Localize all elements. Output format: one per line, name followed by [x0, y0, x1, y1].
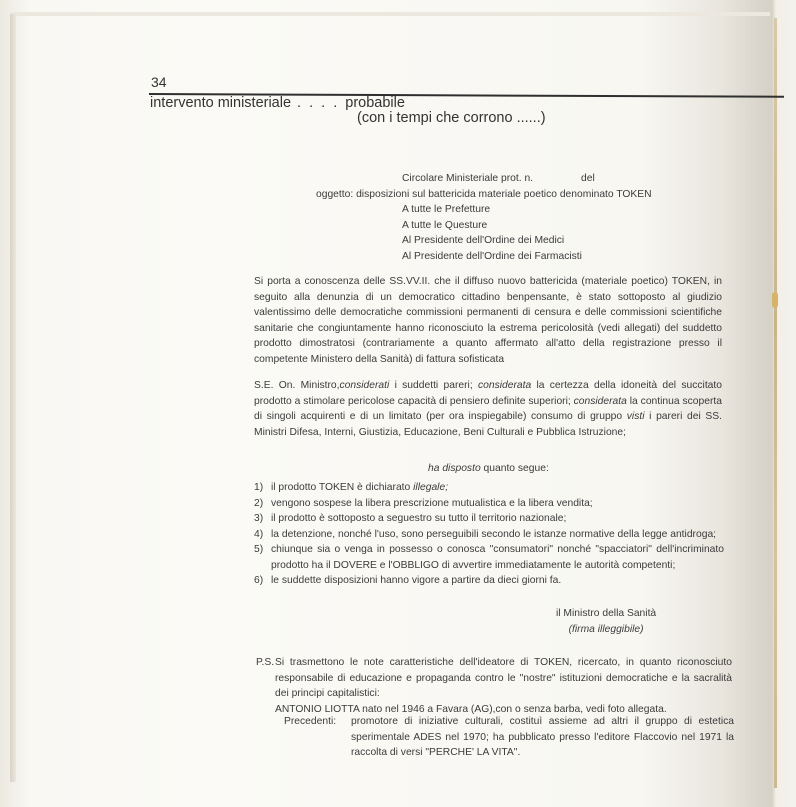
page-number: 34 — [151, 74, 167, 90]
provision-number: 3) — [254, 513, 264, 524]
emphasis: ha disposto — [428, 463, 481, 474]
provision-text: chiunque sia o venga in possesso o conosca "consumatori" nonché "spacciatori" dell'incriminato prodotto ha il DOVERE e l'OBBLIGO di avvertire immediatamente le autorità competenti; — [271, 544, 724, 571]
provision-item — [254, 496, 724, 512]
circular-heading-text: Circolare Ministeriale prot. n. — [402, 173, 534, 184]
emphasis: considerata — [573, 395, 627, 407]
provision-number: 6) — [254, 575, 264, 586]
disposto-line — [428, 461, 549, 477]
title-dots: . . . . — [297, 95, 340, 111]
provision-item — [254, 573, 724, 589]
text-run: S.E. On. Ministro, — [254, 380, 340, 391]
gutter-stain — [772, 292, 778, 308]
text-run: la certezza della idoneità del succitato prodotto a stimolare pericolose capacità di pensiero definite superiori; — [254, 380, 722, 407]
circular-header — [316, 171, 652, 264]
postscript-person: ANTONIO LIOTTA nato nel 1946 a Favara (AG),con o senza barba, vedi foto allegata. — [275, 703, 667, 715]
provision-text: le suddette disposizioni hanno vigore a partire da dieci giorni fa. — [271, 575, 562, 586]
recipient: Al Presidente dell'Ordine dei Farmacisti — [402, 250, 582, 262]
text-run: quanto segue: — [480, 463, 549, 474]
paragraph-considerations — [254, 378, 722, 440]
postscript-label: P.S. — [256, 657, 275, 668]
provision-text: la detenzione, nonché l'uso, sono perseguibili secondo le istanze normative della legge antidroga; — [271, 528, 717, 540]
signature-block — [556, 606, 656, 637]
precedents-text: promotore di iniziative culturali, costituì assieme ad altri il gruppo di estetica sperimentale ADES nel 1970; ha pubblicato presso l'editore Flaccovio nel 1971 la raccolta di versi "PERCHE' LA VITA". — [351, 716, 734, 758]
circular-heading — [316, 171, 652, 187]
recipient: A tutte le Questure — [402, 219, 488, 231]
emphasis: considerata — [477, 380, 532, 391]
text-run: la continua scoperta di singoli acquirenti e di un limitato (per ora inspiegabile) consumo di gruppo — [254, 395, 722, 422]
provision-item — [254, 542, 724, 573]
provision-item — [254, 527, 724, 543]
provision-number: 5) — [254, 544, 264, 555]
text-run: i pareri dei SS. Ministri Difesa, Interni, Giustizia, Educazione, Beni Culturali e Pubblica Istruzione; — [254, 411, 723, 438]
postscript-text: Si trasmettono le note caratteristiche dell'ideatore di TOKEN, ricercato, in quanto riconosciuto responsabile di educazione e propaganda contro le "nostre" istituzioni democratiche e la sacralità dei principi capitalistici: — [275, 657, 732, 699]
text-run: il prodotto TOKEN è dichiarato — [271, 482, 414, 493]
circular-subject: oggetto: disposizioni sul battericida materiale poetico denominato TOKEN — [316, 188, 652, 200]
page-top-edge — [10, 12, 770, 16]
emphasis: visti — [626, 411, 645, 422]
book-gutter — [774, 18, 777, 788]
signature-note: (firma illeggibile) — [568, 623, 644, 635]
section-subtitle: (con i tempi che corrono ......) — [357, 110, 546, 126]
text-run: i suddetti pareri; — [389, 380, 478, 391]
paragraph-notice: Si porta a conoscenza delle SS.VV.II. che il diffuso nuovo battericida (materiale poetico) TOKEN, in seguito alla denunzia di un democratico cittadino benpensante, è stato sottoposto al giudizio valentissimo delle democratiche commissioni permanenti di censura e delle commissioni scientifiche sanitarie che congiuntamente hanno riconosciuto la estrema pericolosità (vedi allegati) del suddetto prodotto dimostratosi (contrariamente a quanto affermato all'atto della registrazione presso il competente Ministero della Sanità) di fattura sofisticata — [254, 276, 722, 365]
precedents-label: Precedenti: — [284, 716, 337, 727]
recipient: Al Presidente dell'Ordine dei Medici — [402, 235, 565, 246]
provision-item — [254, 480, 724, 496]
provision-text — [271, 480, 724, 496]
postscript-body — [275, 655, 732, 717]
postscript — [256, 655, 732, 717]
provision-number: 1) — [254, 482, 264, 493]
precedents — [284, 714, 734, 761]
provisions-list — [254, 480, 724, 589]
provision-number: 2) — [254, 497, 264, 509]
provision-text: vengono sospese la libera prescrizione mutualistica e la libera vendita; — [271, 497, 593, 509]
emphasis: illegale; — [413, 482, 449, 493]
provision-text: il prodotto è sottoposto a seguestro su tutto il territorio nazionale; — [271, 513, 567, 524]
provision-item — [254, 511, 724, 527]
recipient: A tutte le Prefetture — [402, 204, 491, 215]
page-left-edge — [10, 14, 16, 782]
section-title-value: probabile — [345, 95, 405, 111]
emphasis: considerati — [339, 380, 390, 391]
section-title — [150, 95, 405, 111]
circular-heading-del: del — [581, 173, 595, 184]
provision-number: 4) — [254, 528, 264, 540]
section-title-text: intervento ministeriale — [150, 95, 292, 111]
signature-title: il Ministro della Sanità — [556, 608, 657, 619]
